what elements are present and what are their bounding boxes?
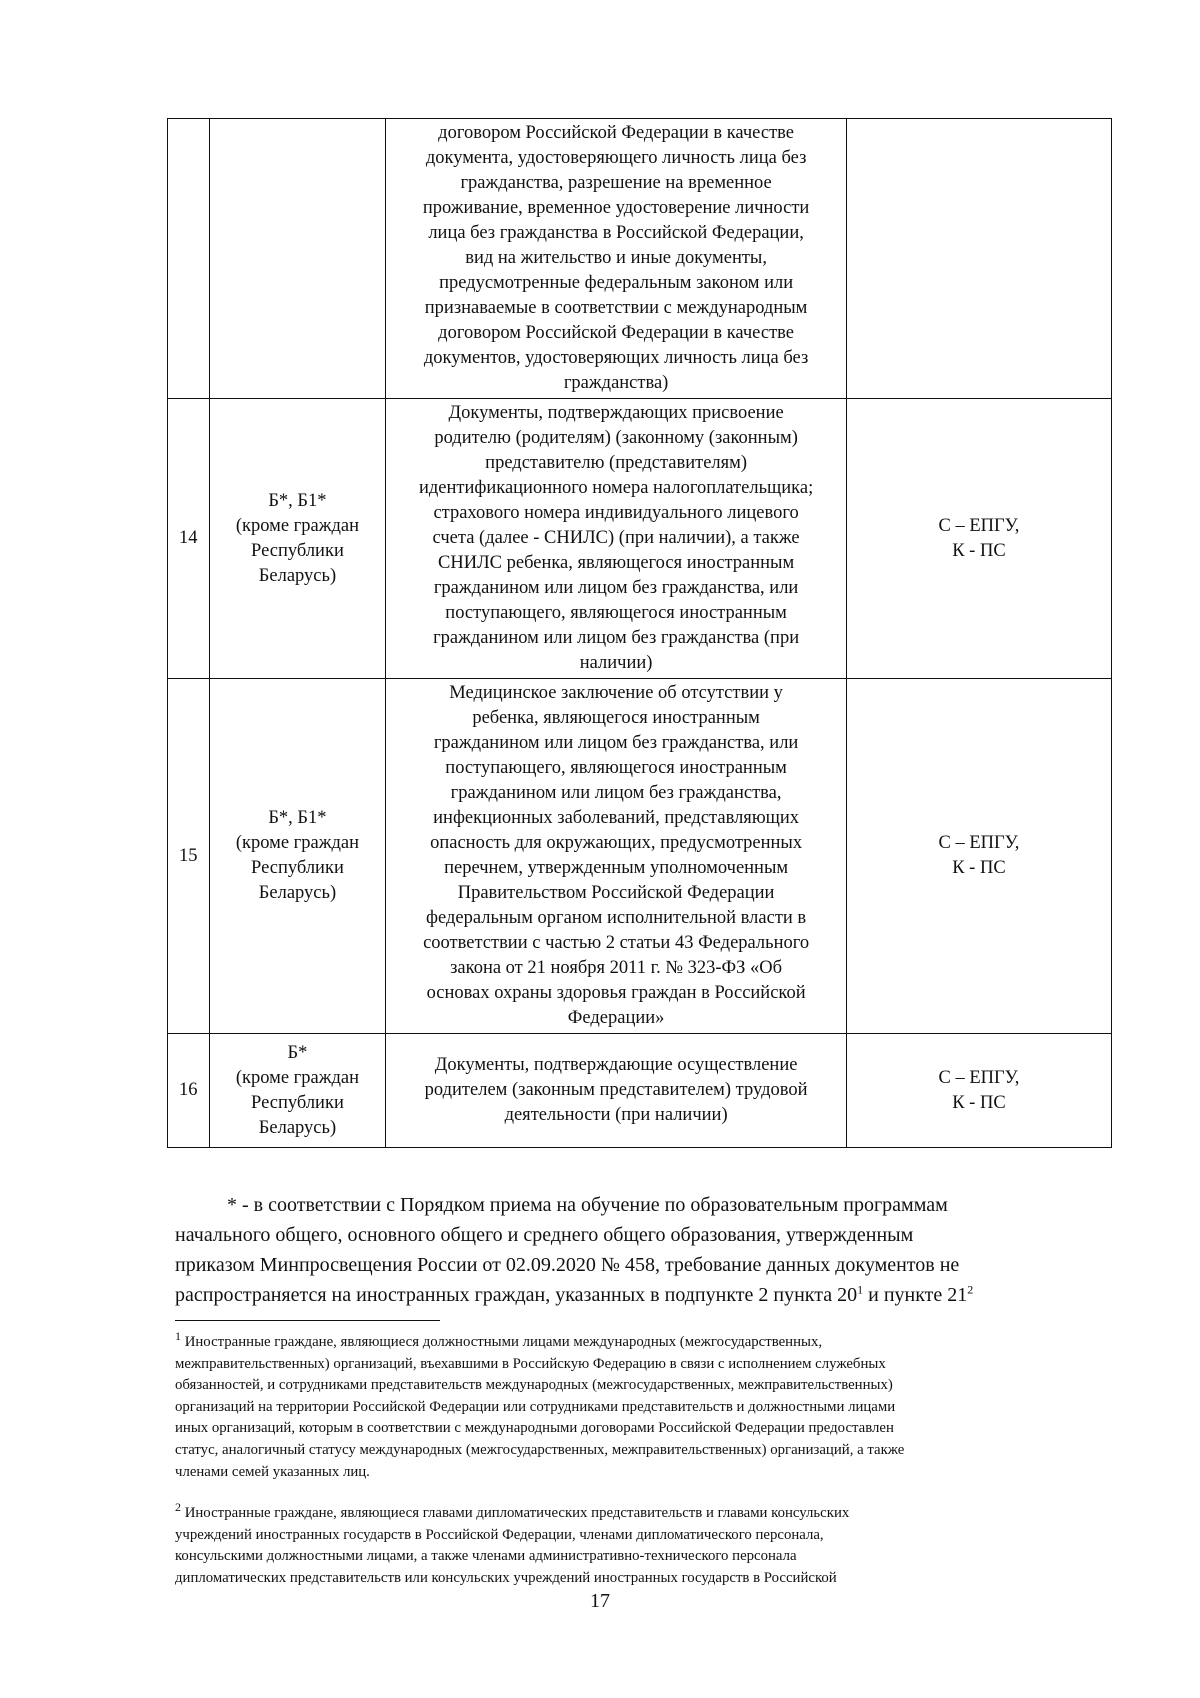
- document-line: договором Российской Федерации в качестве: [438, 123, 794, 143]
- footnote-marker: 1: [175, 1329, 181, 1344]
- row-document: [386, 679, 847, 1034]
- document-line: перечнем, утвержденным уполномоченным: [444, 858, 789, 878]
- footnote-ref-1: 1: [857, 1282, 864, 1297]
- document-line: Медицинское заключение об отсутствии у: [449, 683, 783, 703]
- footnote-line: иных организаций, которым в соответствии с международными договорами Российской Федерации предоставлен: [175, 1420, 894, 1437]
- document-line: Документы, подтверждающие осуществление: [434, 1055, 798, 1075]
- table-row-14: [168, 399, 1112, 679]
- table-row-continued: [168, 119, 1112, 399]
- document-line: гражданином или лицом без гражданства (при: [433, 628, 800, 648]
- document-line: предусмотренные федеральным законом или: [439, 273, 794, 293]
- category-line: Республики: [251, 1092, 344, 1113]
- document-line: лица без гражданства в Российской Федерации,: [428, 223, 804, 243]
- document-line: поступающего, являющегося иностранным: [445, 758, 787, 778]
- footnote-line: статус, аналогичный статусу международных (межгосударственных, межправительственных) организаций, а также: [175, 1441, 905, 1458]
- category-line: Б*, Б1*: [268, 808, 327, 828]
- footnote-line: консульскими должностными лицами, а также членами административно-технического персонала: [175, 1548, 797, 1565]
- asterisk-note: [175, 1190, 1103, 1310]
- document-line: ребенка, являющегося иностранным: [472, 708, 760, 728]
- note-line: * - в соответствии с Порядком приема на обучение по образовательным программам: [227, 1194, 948, 1216]
- footnote-line: обязанностей, и сотрудниками представительств международных (межгосударственных, межправительственных): [175, 1377, 893, 1394]
- note-line: приказом Минпросвещения России от 02.09.2020 № 458, требование данных документов не: [175, 1254, 960, 1276]
- document-line: счета (далее - СНИЛС) (при наличии), а также: [432, 528, 800, 548]
- submission-line: К - ПС: [952, 540, 1006, 561]
- row-document: [386, 1034, 847, 1148]
- document-line: родителю (родителям) (законному (законным): [434, 428, 798, 448]
- footnote-line: учреждений иностранных государств в Российской Федерации, членами дипломатического персонала,: [175, 1526, 824, 1543]
- category-line: Беларусь): [258, 883, 337, 903]
- row-document: [386, 399, 847, 679]
- document-line: проживание, временное удостоверение личности: [422, 198, 810, 218]
- document-line: договором Российской Федерации в качестве: [438, 323, 794, 343]
- document-line: наличии): [579, 653, 653, 673]
- document-line: опасность для окружающих, предусмотренных: [430, 833, 803, 853]
- document-line: основах охраны здоровья граждан в Российской: [426, 983, 806, 1003]
- row-number: [168, 119, 210, 399]
- row-number: 16: [168, 1034, 210, 1148]
- document-line: гражданином или лицом без гражданства, или: [433, 733, 799, 753]
- document-line: поступающего, являющегося иностранным: [445, 603, 787, 623]
- document-line: соответствии с частью 2 статьи 43 Федерального: [423, 933, 810, 953]
- submission-line: С – ЕПГУ,: [938, 833, 1020, 853]
- category-line: Б*: [287, 1042, 308, 1063]
- footnote-line: [175, 1329, 1105, 1354]
- row-submission: [846, 119, 1111, 399]
- category-line: Б*, Б1*: [268, 490, 327, 511]
- table-row-16: [168, 1034, 1112, 1148]
- document-line: родителем (законным представителем) трудовой: [424, 1080, 808, 1100]
- footnote-line: [175, 1500, 1105, 1525]
- document-line: СНИЛС ребенка, являющегося иностранным: [438, 553, 795, 573]
- document-line: гражданином или лицом без гражданства,: [450, 783, 782, 803]
- document-line: документов, удостоверяющих личность лица без: [423, 348, 809, 368]
- row-document: [386, 119, 847, 399]
- footnote-2: [175, 1500, 1105, 1589]
- row-category: [209, 119, 386, 399]
- document-line: признаваемые в соответствии с международным: [424, 298, 808, 318]
- footnote-line: членами семей указанных лиц.: [175, 1463, 370, 1480]
- note-line: начального общего, основного общего и среднего общего образования, утвержденным: [175, 1224, 914, 1246]
- document-line: гражданства, разрешение на временное: [460, 173, 772, 193]
- footnote-line: организаций на территории Российской Федерации или сотрудниками представительств и должностными лицами: [175, 1398, 896, 1415]
- category-line: Республики: [251, 858, 344, 878]
- document-line: документа, удостоверяющего личность лица без: [425, 148, 807, 168]
- footnote-line: межправительственных) организаций, въехавшими в Российскую Федерацию в связи с исполнением служебных: [175, 1355, 886, 1372]
- submission-line: К - ПС: [952, 858, 1006, 878]
- document-line: инфекционных заболеваний, представляющих: [433, 808, 800, 828]
- document-line: гражданином или лицом без гражданства, или: [433, 578, 799, 598]
- document-line: идентификационного номера налогоплательщика;: [418, 478, 814, 498]
- category-line: Республики: [251, 540, 344, 561]
- document-line: закона от 21 ноября 2011 г. № 323-ФЗ «Об: [450, 958, 783, 978]
- row-submission: [846, 399, 1111, 679]
- footnote-1: [175, 1329, 1105, 1483]
- documents-table: [167, 118, 1112, 1148]
- document-line: Документы, подтверждающих присвоение: [448, 403, 784, 423]
- page-number: 17: [590, 1590, 610, 1612]
- row-submission: [846, 679, 1111, 1034]
- submission-line: С – ЕПГУ,: [938, 515, 1020, 536]
- category-line: (кроме граждан: [235, 1067, 360, 1088]
- row-category: [209, 1034, 386, 1148]
- footnote-line: дипломатических представительств или консульских учреждений иностранных государств в Российской: [175, 1569, 837, 1586]
- document-line: федеральным органом исполнительной власти в: [426, 908, 807, 928]
- note-line: [175, 1280, 1103, 1310]
- footnote-ref-2: 2: [967, 1282, 974, 1297]
- footnote-marker: 2: [175, 1500, 181, 1515]
- footnote-separator: [175, 1320, 440, 1321]
- row-submission: [846, 1034, 1111, 1148]
- note-text: распространяется на иностранных граждан, указанных в подпункте 2 пункта 20: [175, 1284, 858, 1306]
- category-line: Беларусь): [258, 565, 337, 586]
- category-line: (кроме граждан: [235, 515, 360, 536]
- note-text: и пункте 21: [863, 1284, 968, 1306]
- document-line: Федерации»: [567, 1008, 665, 1028]
- document-line: Правительством Российской Федерации: [457, 883, 775, 903]
- document-line: вид на жительство и иные документы,: [465, 248, 767, 268]
- document-line: гражданства): [563, 373, 669, 393]
- row-number: 14: [168, 399, 210, 679]
- table-row-15: [168, 679, 1112, 1034]
- document-line: представителю (представителям): [485, 453, 748, 473]
- row-category: [209, 399, 386, 679]
- category-line: (кроме граждан: [235, 833, 360, 853]
- row-category: [209, 679, 386, 1034]
- document-line: деятельности (при наличии): [504, 1105, 728, 1125]
- category-line: Беларусь): [258, 1117, 337, 1138]
- document-line: страхового номера индивидуального лицевого: [433, 503, 799, 523]
- submission-line: С – ЕПГУ,: [938, 1067, 1020, 1088]
- row-number: 15: [168, 679, 210, 1034]
- footnote-text: Иностранные граждане, являющиеся главами дипломатических представительств и главами консульских: [181, 1505, 850, 1521]
- submission-line: К - ПС: [952, 1092, 1006, 1113]
- footnote-text: Иностранные граждане, являющиеся должностными лицами международных (межгосударственных,: [181, 1334, 823, 1350]
